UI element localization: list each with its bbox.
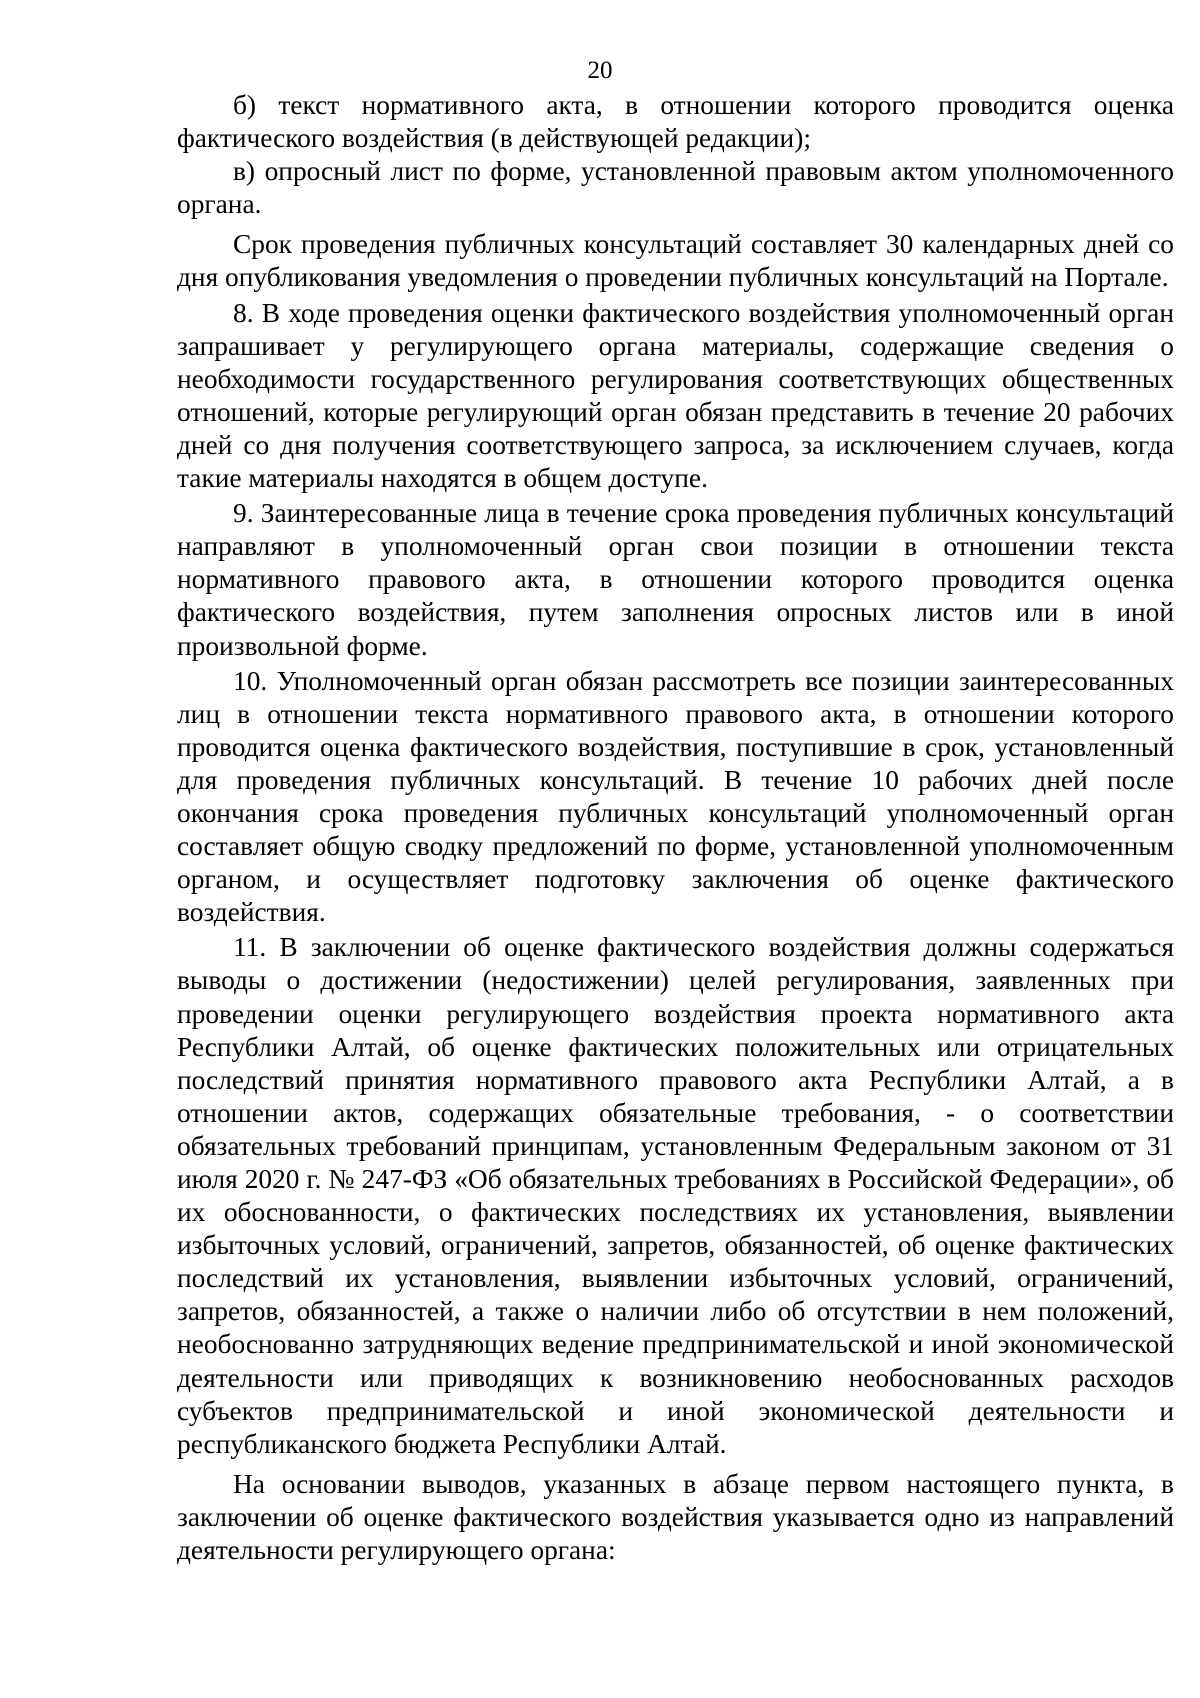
paragraph-10: 10. Уполномоченный орган обязан рассмотреть все позиции заинтересованных лиц в отношении текста нормативного правового акта, в отношении которого проводится оценка фактического воздействия, поступившие в срок, установленный для проведения публичных консультаций. В течение 10 рабочих дней после окончания срока проведения публичных консультаций уполномоченный орган составляет общую сводку предложений по форме, установленной уполномоченным органом, и осуществляет подготовку заключения об оценке фактического воздействия. bbox=[177, 665, 1174, 928]
document-body bbox=[177, 89, 1174, 1567]
paragraph-consultation-term: Срок проведения публичных консультаций составляет 30 календарных дней со дня опубликования уведомления о проведении публичных консультаций на Портале. bbox=[177, 229, 1174, 293]
paragraph-item-v: в) опросный лист по форме, установленной правовым актом уполномоченного органа. bbox=[177, 156, 1174, 220]
page-number: 20 bbox=[587, 57, 613, 84]
paragraph-9: 9. Заинтересованные лица в течение срока проведения публичных консультаций направляют в уполномоченный орган свои позиции в отношении текста нормативного правового акта, в отношении которого проводится оценка фактического воздействия, путем заполнения опросных листов или в иной произвольной форме. bbox=[177, 498, 1174, 661]
paragraph-item-b: б) текст нормативного акта, в отношении которого проводится оценка фактического воздействия (в действующей редакции); bbox=[177, 90, 1174, 154]
paragraph-8: 8. В ходе проведения оценки фактического воздействия уполномоченный орган запрашивает у регулирующего органа материалы, содержащие сведения о необходимости государственного регулирования соответствующих общественных отношений, которые регулирующий орган обязан представить в течение 20 рабочих дней со дня получения соответствующего запроса, за исключением случаев, когда такие материалы находятся в общем доступе. bbox=[177, 297, 1174, 494]
paragraph-11: 11. В заключении об оценке фактического воздействия должны содержаться выводы о достижении (недостижении) целей регулирования, заявленных при проведении оценки регулирующего воздействия проекта нормативного акта Республики Алтай, об оценке фактических положительных или отрицательных последствий принятия нормативного правового акта Республики Алтай, а в отношении актов, содержащих обязательные требования, - о соответствии обязательных требований принципам, установленным Федеральным законом от 31 июля 2020 г. № 247-ФЗ «Об обязательных требованиях в Российской Федерации», об их обоснованности, о фактических последствиях их установления, выявлении избыточных условий, ограничений, запретов, обязанностей, об оценке фактических последствий их установления, выявлении избыточных условий, ограничений, запретов, обязанностей, а также о наличии либо об отсутствии в нем положений, необоснованно затрудняющих ведение предпринимательской и иной экономической деятельности или приводящих к возникновению необоснованных расходов субъектов предпринимательской и иной экономической деятельности и республиканского бюджета Республики Алтай. bbox=[177, 932, 1174, 1459]
paragraph-conclusion-directions: На основании выводов, указанных в абзаце первом настоящего пункта, в заключении об оценке фактического воздействия указывается одно из направлений деятельности регулирующего органа: bbox=[177, 1468, 1174, 1566]
